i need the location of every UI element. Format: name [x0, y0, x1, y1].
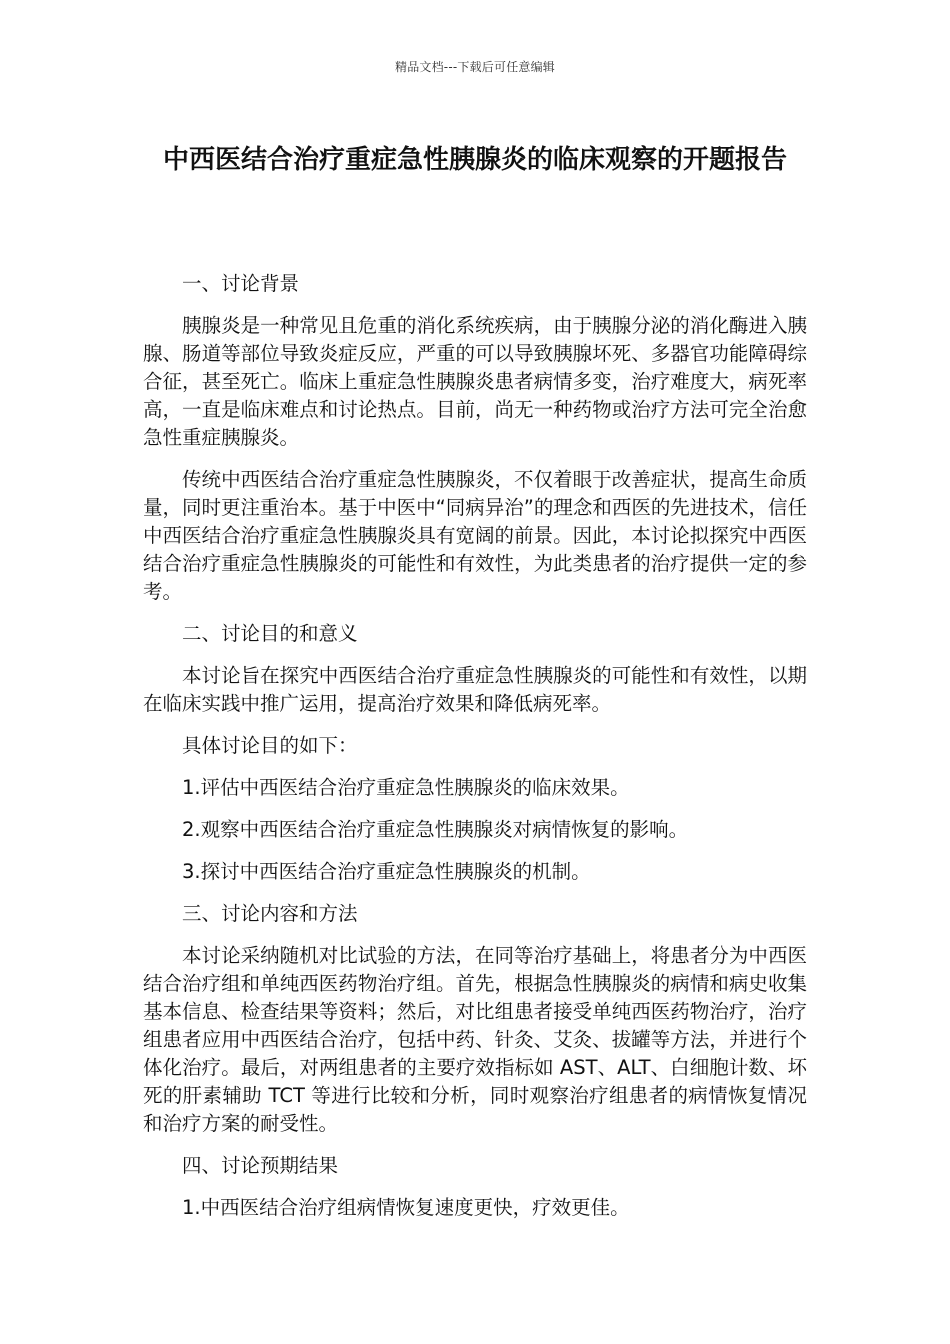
document-body — [143, 270, 807, 1236]
list-item: 2.观察中西医结合治疗重症急性胰腺炎对病情恢复的影响。 — [182, 818, 689, 841]
section-heading-methods: 三、讨论内容和方法 — [182, 902, 358, 925]
paragraph: 本讨论旨在探究中西医结合治疗重症急性胰腺炎的可能性和有效性，以期在临床实践中推广运用，提高治疗效果和降低病死率。 — [143, 664, 807, 715]
paragraph: 本讨论采纳随机对比试验的方法，在同等治疗基础上，将患者分为中西医结合治疗组和单纯西医药物治疗组。首先，根据急性胰腺炎的病情和病史收集基本信息、检查结果等资料；然后，对比组患者接受单纯西医药物治疗，治疗组患者应用中西医结合治疗，包括中药、针灸、艾灸、拔罐等方法，并进行个体化治疗。最后，对两组患者的主要疗效指标如 AST、ALT、白细胞计数、坏死的肝素辅助 TCT 等进行比较和分析，同时观察治疗组患者的病情恢复情况和治疗方案的耐受性。 — [143, 944, 807, 1135]
document-title: 中西医结合治疗重症急性胰腺炎的临床观察的开题报告 — [162, 145, 787, 175]
list-item: 1.中西医结合治疗组病情恢复速度更快，疗效更佳。 — [182, 1196, 630, 1219]
list-item: 1.评估中西医结合治疗重症急性胰腺炎的临床效果。 — [182, 776, 630, 799]
list-item: 3.探讨中西医结合治疗重症急性胰腺炎的机制。 — [182, 860, 591, 883]
paragraph: 胰腺炎是一种常见且危重的消化系统疾病，由于胰腺分泌的消化酶进入胰腺、肠道等部位导致炎症反应，严重的可以导致胰腺坏死、多器官功能障碍综合征，甚至死亡。临床上重症急性胰腺炎患者病情多变，治疗难度大，病死率高，一直是临床难点和讨论热点。目前，尚无一种药物或治疗方法可完全治愈急性重症胰腺炎。 — [143, 314, 807, 449]
paragraph: 具体讨论目的如下： — [182, 734, 358, 757]
section-heading-purpose: 二、讨论目的和意义 — [182, 622, 358, 645]
paragraph: 传统中西医结合治疗重症急性胰腺炎，不仅着眼于改善症状，提高生命质量，同时更注重治本。基于中医中“同病异治”的理念和西医的先进技术，信任中西医结合治疗重症急性胰腺炎具有宽阔的前景。因此，本讨论拟探究中西医结合治疗重症急性胰腺炎的可能性和有效性，为此类患者的治疗提供一定的参考。 — [143, 468, 807, 603]
section-heading-expected-results: 四、讨论预期结果 — [182, 1154, 339, 1177]
page-header-note: 精品文档---下载后可任意编辑 — [395, 60, 555, 74]
section-heading-background: 一、讨论背景 — [182, 272, 300, 295]
